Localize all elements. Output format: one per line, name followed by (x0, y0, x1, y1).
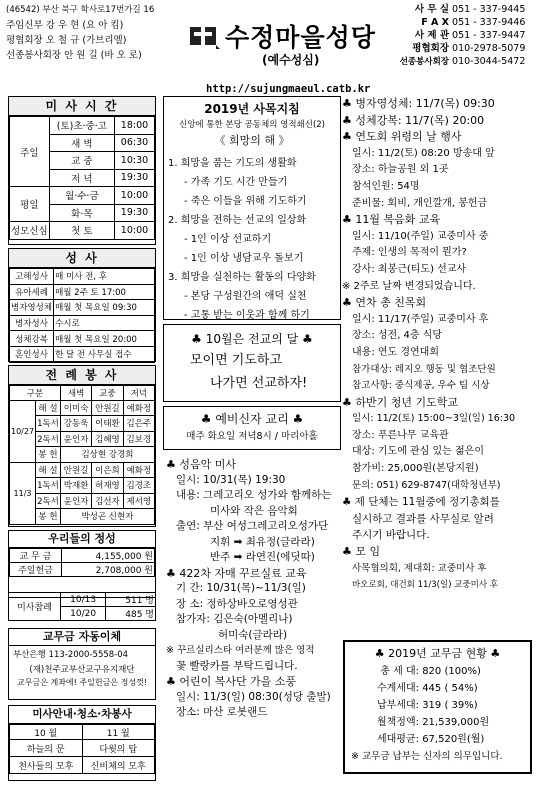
mass-group: 성모신심 (10, 222, 50, 240)
servers-person: 이은희 (92, 462, 123, 478)
news-note: ※ 2주로 날짜 변경되었습니다. (342, 280, 476, 292)
news-line: 일시: 11/17(주일) 교중미사 후 (352, 313, 489, 325)
news-line: 주시기 바랍니다. (352, 529, 430, 542)
news-line: 일시: 10/31(목) 19:30 (176, 473, 286, 486)
servers-col-header: 저녁 (123, 386, 154, 401)
contact-value: 051 - 337-9445 (452, 4, 526, 15)
pastoral-guideline-box (163, 96, 341, 320)
news-heading: ♣ 연도회 위령의 날 행사 (342, 130, 462, 144)
dues-value: 319 ( 39%) (422, 700, 478, 711)
attendance-table (8, 592, 156, 621)
attendance-date: 10/20 (61, 607, 106, 621)
finance-table (9, 548, 155, 577)
council-chair: 평협회장 오 철 규 (가브리엘) (6, 35, 127, 46)
pastoral-item: - 1인 이상 냉담교우 돌보기 (184, 253, 304, 264)
catechumen-box (163, 406, 341, 450)
servers-person: 김경조 (123, 478, 154, 494)
pastoral-motto: 《 희망의 해 》 (214, 134, 290, 147)
dues-title: ♣ 2019년 교무금 현황 ♣ (374, 647, 501, 660)
sacrament-name: 혼인성사 (10, 346, 54, 362)
mission-slogan-2: 나가면 선교하자! (210, 376, 308, 391)
contact-label: 사 무 실 (414, 4, 449, 15)
news-line: 출연: 부산 여성그레고리오성가단 (176, 520, 329, 532)
sacrament-name: 병자성사 (10, 315, 54, 331)
mass-time: 19:30 (115, 204, 155, 222)
finance-label: 주일헌금 (10, 563, 62, 577)
pastoral-item: 1. 희망을 품는 기도의 생활화 (168, 158, 297, 169)
news-line: 반주 ➡ 라연진(에딧따) (210, 551, 315, 563)
contact-label: 선종봉사회장 (399, 57, 449, 67)
mass-time: 18:00 (115, 117, 155, 135)
dues-label: 세대평균: (376, 734, 419, 745)
pastoral-item: - 본당 구성원간의 애덕 실천 (184, 291, 307, 302)
bank-account: 부산은행 113-2000-5558-04 (13, 650, 129, 660)
middle-news (166, 457, 344, 721)
news-heading: ♣ 제 단체는 11월중에 정기총회를 (342, 496, 500, 509)
mass-time: 10:30 (115, 152, 155, 170)
right-news (342, 96, 534, 594)
auto-transfer-title: 교무금 자동이체 (9, 629, 155, 646)
sacrament-name: 고해성사 (10, 269, 54, 285)
club-icon: ♣ (292, 412, 304, 426)
pastoral-item: 2. 희망을 전하는 선교의 일상화 (168, 215, 307, 226)
dues-row (351, 697, 524, 714)
news-heading: ♣ 병자영성체: 11/7(목) 09:30 (342, 97, 495, 110)
sacrament-desc: 매 미사 전, 후 (54, 269, 155, 285)
auto-transfer-box (8, 628, 156, 700)
attendance-value: 485 명 (106, 607, 156, 621)
finance-label: 교 무 금 (10, 549, 62, 563)
mass-time: 06:30 (115, 134, 155, 152)
guide-group: 하늘의 문 (10, 740, 83, 757)
servers-role: 봉 헌 (36, 509, 61, 525)
mass-time: 10:00 (115, 222, 155, 240)
mass-day: 교 중 (49, 152, 114, 170)
sacrament-name: 성체강복 (10, 331, 54, 347)
dues-label: 총 세 대: (380, 666, 419, 677)
address: (46542) 부산 북구 학사로17번가길 16 (6, 5, 155, 15)
mass-times-table (9, 116, 155, 240)
contact-value: 051 - 337-9447 (452, 30, 526, 41)
church-subtitle: (예수성심) (262, 53, 320, 67)
news-line: 장소: 성전, 4층 식당 (352, 330, 443, 342)
news-line: 일시: 11/2(토) 15:00~3일(일) 16:30 (352, 413, 516, 425)
guide-group: 천사들의 모후 (10, 757, 83, 774)
guide-group: 다윗의 탑 (82, 740, 155, 757)
news-line: 일시: 11/10(주일) 교중미사 중 (352, 230, 489, 242)
dues-value: 820 (100%) (422, 666, 481, 677)
dues-label: 수계세대: (376, 683, 419, 694)
news-line: 장 소: 정하상바오로영성관 (176, 597, 298, 610)
news-line: 미사와 작은 음악회 (210, 504, 298, 517)
servers-person: 김선자 (92, 493, 123, 509)
mass-times-box (8, 96, 156, 245)
servers-offering: 김상현 강경희 (60, 447, 154, 463)
news-heading: ♣ 성음악 미사 (166, 458, 236, 471)
guide-month: 11 월 (82, 725, 155, 740)
pastoral-theme: 신앙에 통한 본당 공동체의 영적쇄신(2) (178, 120, 325, 130)
website-link[interactable]: http://sujungmaeul.catb.kr (206, 83, 371, 95)
contacts (397, 3, 532, 69)
news-line: 참가대상: 레지오 행동 및 협조단원 (352, 363, 496, 375)
mass-day: 첫 토 (49, 222, 114, 240)
sacrament-desc: 매월 첫 목요일 20:00 (54, 331, 155, 347)
servers-person: 예화정 (123, 462, 154, 478)
servers-col-header: 교중 (92, 386, 123, 401)
news-line: 참석인원: 54명 (352, 180, 420, 192)
pastoral-item: - 고통 받는 이웃과 함께 하기 (184, 310, 310, 321)
mission-month-title-row (168, 329, 336, 349)
news-line: 실시하고 결과를 사무실로 알려 (352, 512, 494, 525)
servers-person: 강동욱 (60, 416, 91, 432)
sacraments-table (9, 268, 155, 363)
servers-role: 1독서 (36, 478, 61, 494)
servers-role: 1독서 (36, 416, 61, 432)
servers-role: 봉 헌 (36, 447, 61, 463)
contact-value: 010-2978-5079 (452, 43, 526, 54)
mass-group: 주일 (10, 117, 50, 187)
bank-holder: (재)천주교부산교구유지재단 (29, 665, 135, 675)
contact-value: 051 - 337-9446 (452, 17, 526, 28)
mass-day: 저 녁 (49, 169, 114, 187)
servers-role: 해 설 (36, 462, 61, 478)
church-logo (190, 23, 220, 49)
dues-row (351, 714, 524, 731)
attendance-label: 미사참례 (9, 593, 61, 621)
guide-group: 신비체의 모후 (82, 757, 155, 774)
sacrament-desc: 수시로 (54, 315, 155, 331)
sacrament-desc: 매월 첫 목요일 09:30 (54, 300, 155, 316)
mass-group: 평일 (10, 187, 50, 222)
finance-box (8, 530, 156, 598)
news-line: 사목협의회, 제대회: 교중미사 후 (352, 562, 487, 574)
servers-person: 안원길 (92, 400, 123, 416)
servers-offering: 박성곤 신현자 (60, 509, 154, 525)
catechumen-title: 예비신자 교리 (215, 412, 289, 426)
mission-slogan-1: 모이면 기도하고 (190, 353, 283, 368)
servers-role: 2독서 (36, 493, 61, 509)
news-line: ※ 꾸르실리스타 여러분께 많은 영적 (166, 645, 315, 656)
news-line: 지휘 ➡ 최유정(글라라) (210, 535, 315, 548)
pastoral-item: - 1인 이상 선교하기 (184, 234, 272, 245)
pastor: 주임신부 강 우 현 (요 아 킴) (6, 20, 124, 31)
mission-month-box (163, 324, 341, 402)
mass-day: (토)초·중·고 (49, 117, 114, 135)
news-heading: ♣ 어린이 복사단 가을 소풍 (166, 675, 297, 688)
sacrament-desc: 한 달 전 사무실 접수 (54, 346, 155, 362)
news-line: 참가비: 25,000원(본당지원) (352, 463, 479, 475)
news-line: 장소: 마산 로봇랜드 (176, 706, 268, 718)
mass-day: 새 벽 (49, 134, 114, 152)
news-line: 바오로회, 대건회 11/3(일) 교중미사 후 (352, 580, 498, 591)
servers-role: 해 설 (36, 400, 61, 416)
contact-value: 010-3044-5472 (452, 56, 526, 67)
dues-note: ※ 교무금 납부는 신자의 의무입니다. (351, 751, 503, 762)
club-icon: ♣ (191, 332, 202, 346)
club-icon: ♣ (200, 412, 212, 426)
pastoral-item: - 죽은 이들을 위해 기도하기 (184, 196, 307, 207)
news-line: 참고사항: 중식제공, 우수 팀 시상 (352, 380, 490, 392)
sacraments-box (8, 248, 156, 362)
news-line: 꽃 빨랑카를 부탁드립니다. (176, 659, 298, 672)
news-line: 문의: 051) 629-8747(대학청년부) (352, 479, 501, 491)
attendance-value: 511 명 (106, 593, 156, 607)
guide-table (9, 724, 155, 774)
news-line: 내용: 그레고리오 성가와 함께하는 (176, 489, 332, 501)
news-heading: ♣ 연차 총 친목회 (342, 296, 427, 310)
news-heading: ♣ 모 임 (342, 545, 381, 559)
servers-col-header: 구분 (10, 386, 61, 401)
contact-label: 사 제 관 (414, 30, 449, 41)
mass-times-title: 미 사 시 간 (9, 97, 155, 116)
servers-col-header: 새벽 (60, 386, 91, 401)
servers-date: 10/27 (10, 400, 36, 462)
servers-person: 허재영 (92, 478, 123, 494)
servers-person: 이태환 (92, 416, 123, 432)
servers-person: 김혜영 (92, 431, 123, 447)
sacrament-name: 병자영성체 (10, 300, 54, 316)
guide-month: 10 월 (10, 725, 83, 740)
liturgy-servers-box (8, 365, 156, 527)
servers-person: 김은주 (123, 416, 154, 432)
dues-status-box (343, 640, 532, 774)
servers-person: 박재환 (60, 478, 91, 494)
servers-person: 윤인자 (60, 431, 91, 447)
news-heading: ♣ 11월 복음화 교육 (342, 213, 441, 227)
church-title: 수정마을성당 (225, 23, 376, 52)
finance-value: 4,155,000 원 (62, 549, 155, 563)
news-line: 내용: 연도 경연대회 (352, 346, 440, 358)
dues-row (351, 680, 524, 697)
finance-title: 우리들의 정성 (9, 531, 155, 548)
news-line: 장소: 하늘공원 외 1곳 (352, 164, 449, 176)
dues-row (351, 731, 524, 748)
news-line: 허미숙(글라라) (218, 628, 288, 641)
funeral-service-chair: 선종봉사회장 안 원 길 (바 오 로) (6, 50, 142, 61)
header-address-block (6, 3, 171, 63)
guide-box (8, 705, 156, 781)
pastoral-item: 3. 희망을 실천하는 활동의 다양화 (168, 272, 316, 283)
servers-date: 11/3 (10, 462, 36, 524)
news-line: 준비물: 회비, 개인깔개, 봉헌금 (352, 197, 488, 209)
mass-time: 19:30 (115, 169, 155, 187)
dues-value: 67,520원(월) (422, 734, 485, 745)
dues-row (351, 663, 524, 680)
catechumen-title-row (167, 410, 337, 429)
sacraments-title: 성 사 (9, 249, 155, 268)
news-heading: ♣ 성체강복: 11/7(목) 20:00 (342, 113, 485, 127)
mission-month-title: 10월은 전교의 달 (205, 332, 299, 346)
mass-day: 화·목 (49, 204, 114, 222)
dues-value: 21,539,000원 (422, 717, 490, 728)
servers-person: 김보경 (123, 431, 154, 447)
sacrament-name: 유아세례 (10, 284, 54, 300)
servers-person: 안원길 (60, 462, 91, 478)
servers-role: 2독서 (36, 431, 61, 447)
sacrament-desc: 매월 2주 토 17:00 (54, 284, 155, 300)
servers-person: 이미숙 (60, 400, 91, 416)
news-line: 주제: 인생의 목적이 뭔가? (352, 247, 467, 259)
dues-value: 445 ( 54%) (422, 683, 478, 694)
contact-label: 평협회장 (412, 43, 449, 54)
news-heading: ♣ 하반기 청년 기도학교 (342, 395, 458, 409)
attendance-date: 10/13 (61, 593, 106, 607)
guide-title: 미사안내·청소·차봉사 (9, 706, 155, 724)
transfer-note: 교무금은 계좌에! 주일헌금은 정성껏! (17, 678, 147, 687)
finance-value: 2,708,000 원 (62, 563, 155, 577)
mass-time: 10:00 (115, 187, 155, 205)
club-icon: ♣ (302, 332, 313, 346)
pastoral-item: - 가족 기도 시간 만들기 (184, 177, 288, 188)
news-line: 장소: 푸른나무 교육관 (352, 429, 449, 441)
dues-label: 납부세대: (376, 700, 419, 711)
news-heading: ♣ 422차 자매 꾸르실료 교육 (166, 566, 307, 580)
news-line: 일시: 11/3(일) 08:30(성당 출발) (176, 690, 331, 703)
catechumen-schedule: 매주 화요일 저녁8시 / 마리아홀 (186, 431, 318, 442)
mass-day: 월·수·금 (49, 187, 114, 205)
dues-label: 월책정액: (376, 717, 419, 728)
servers-person: 윤인자 (60, 493, 91, 509)
news-line: 일시: 11/2(토) 08:20 방송대 앞 (352, 147, 495, 159)
contact-label: F A X (421, 17, 449, 28)
liturgy-servers-title: 전 례 봉 사 (9, 366, 155, 385)
news-line: 대상: 기도에 관심 있는 젊은이 (352, 446, 485, 458)
news-line: 기 간: 10/31(목)~11/3(일) (176, 582, 306, 594)
liturgy-servers-table (9, 385, 155, 525)
servers-person: 제서영 (123, 493, 154, 509)
servers-person: 예화정 (123, 400, 154, 416)
pastoral-year: 2019년 사목지침 (204, 102, 300, 116)
news-line: 강사: 최봉근(티도) 선교사 (352, 263, 467, 275)
news-line: 참가자: 김은숙(아멜리나) (176, 613, 293, 625)
